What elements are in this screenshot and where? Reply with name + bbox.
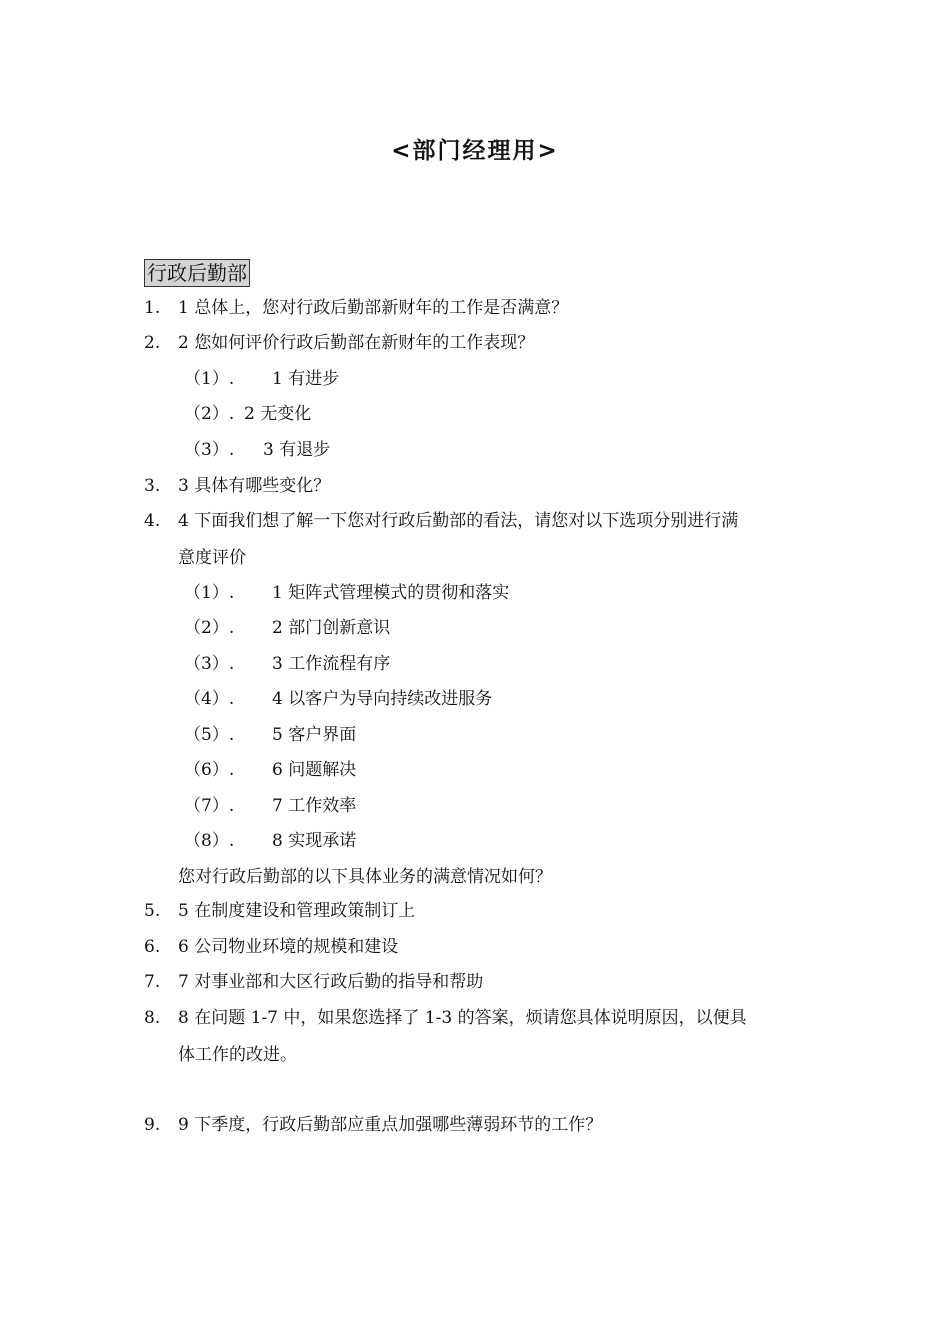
- item-index: （4）.: [184, 689, 235, 709]
- question-number: 2.: [144, 333, 161, 353]
- item-text: 8 实现承诺: [272, 831, 357, 851]
- question-text: 5 在制度建设和管理政策制订上: [178, 901, 416, 921]
- option-index: （2）.: [184, 404, 235, 424]
- option-text: 2 无变化: [244, 404, 312, 424]
- page-title: <部门经理用>: [391, 138, 559, 164]
- question-text: 4 下面我们想了解一下您对行政后勤部的看法，请您对以下选项分别进行满: [178, 511, 739, 531]
- item-text: 6 问题解决: [272, 760, 357, 780]
- question-text: 1 总体上，您对行政后勤部新财年的工作是否满意？: [178, 298, 569, 318]
- question-number: 6.: [144, 937, 161, 957]
- item-index: （6）.: [184, 760, 235, 780]
- question-number: 4.: [144, 511, 161, 531]
- item-index: （2）.: [184, 618, 235, 638]
- option-index: （1）.: [184, 369, 235, 389]
- question-text: 3 具体有哪些变化？: [178, 476, 331, 496]
- option-index: （3）.: [184, 440, 235, 460]
- question-number: 9.: [144, 1115, 161, 1135]
- item-index: （1）.: [184, 583, 235, 603]
- question-text: 7 对事业部和大区行政后勤的指导和帮助: [178, 972, 484, 992]
- option-text: 3 有退步: [263, 440, 331, 460]
- question-text-continued: 体工作的改进。: [178, 1045, 297, 1065]
- option-text: 1 有进步: [272, 369, 340, 389]
- item-text: 7 工作效率: [272, 796, 357, 816]
- question-number: 3.: [144, 476, 161, 496]
- item-index: （7）.: [184, 796, 235, 816]
- question-text: 2 您如何评价行政后勤部在新财年的工作表现？: [178, 333, 535, 353]
- item-index: （5）.: [184, 725, 235, 745]
- question-number: 8.: [144, 1008, 161, 1028]
- intro-text: 您对行政后勤部的以下具体业务的满意情况如何？: [178, 867, 552, 887]
- item-text: 4 以客户为导向持续改进服务: [272, 689, 493, 709]
- question-text: 8 在问题 1-7 中，如果您选择了 1-3 的答案，烦请您具体说明原因，以便具: [178, 1008, 747, 1028]
- item-index: （8）.: [184, 831, 235, 851]
- item-index: （3）.: [184, 654, 235, 674]
- item-text: 5 客户界面: [272, 725, 357, 745]
- question-text: 6 公司物业环境的规模和建设: [178, 937, 399, 957]
- question-number: 1.: [144, 298, 161, 318]
- question-number: 7.: [144, 972, 161, 992]
- question-text: 9 下季度，行政后勤部应重点加强哪些薄弱环节的工作？: [178, 1115, 603, 1135]
- item-text: 1 矩阵式管理模式的贯彻和落实: [272, 583, 510, 603]
- item-text: 2 部门创新意识: [272, 618, 391, 638]
- question-number: 5.: [144, 901, 161, 921]
- question-text-continued: 意度评价: [178, 548, 246, 568]
- section-heading: 行政后勤部: [144, 259, 250, 287]
- item-text: 3 工作流程有序: [272, 654, 391, 674]
